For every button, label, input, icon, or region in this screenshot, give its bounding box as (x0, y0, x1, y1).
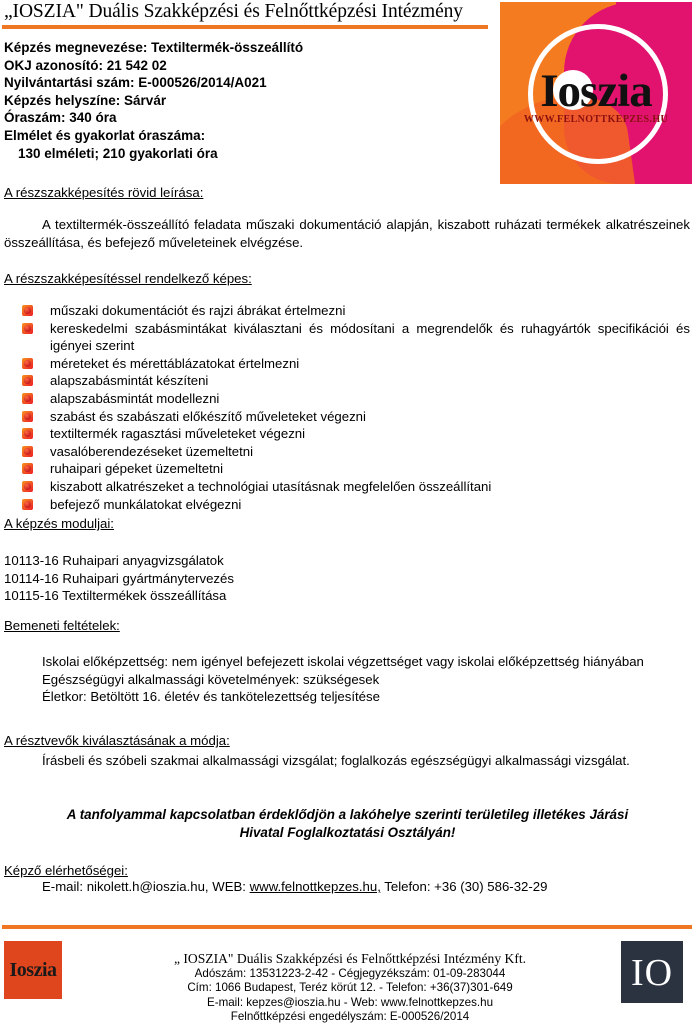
phone-value: +36 (30) 586-32-29 (434, 879, 548, 894)
list-item-label: ruhaipari gépeket üzemeltetni (50, 461, 224, 477)
list-item (22, 408, 690, 426)
list-item (22, 478, 690, 496)
entry-age: Életkor: Betöltött 16. életév és tankötelezettség teljesítése (42, 689, 380, 705)
email-value: nikolett.h@ioszia.hu, (86, 879, 209, 894)
list-item: 10114-16 Ruhaipari gyártmánytervezés (4, 570, 234, 586)
bullet-icon (22, 411, 33, 422)
course-info-block (4, 39, 474, 162)
logo-wordmark-i: I (540, 65, 558, 117)
bullet-icon (22, 499, 33, 510)
footer-logo-i: I (9, 959, 17, 981)
list-item (22, 443, 690, 461)
list-item-label: kiszabott alkatrészeket a technológiai utasításnak megfelelően összeállítani (50, 478, 492, 494)
footer-logo-o: o (16, 959, 27, 981)
footer-ioszia-logo (4, 941, 62, 999)
footer-io-text: IO (630, 952, 674, 994)
web-label: WEB: (212, 879, 246, 894)
logo-wordmark-szia: szia (580, 65, 652, 117)
course-theory-practice-label: Elmélet és gyakorlat óraszáma: (4, 127, 206, 143)
header-divider (2, 25, 488, 29)
bullet-icon (22, 446, 33, 457)
callout-line-1: A tanfolyammal kapcsolatban érdeklődjön a lakóhelye szerinti területileg illetékes Járási (66, 807, 629, 822)
footer-logo-wordmark (4, 959, 62, 982)
modules-heading: A képzés moduljai: (4, 516, 114, 531)
bullet-icon (22, 428, 33, 439)
footer-io-logo (621, 941, 683, 1003)
list-item: 10113-16 Ruhaipari anyagvizsgálatok (4, 553, 224, 568)
web-link[interactable]: www.felnottkepzes.hu, (249, 879, 381, 894)
list-item-label: textiltermék ragasztási műveleteket végezni (50, 426, 306, 442)
list-item-label: kereskedelmi szabásmintákat kiválasztani és módosítani a megrendelők és ruhagyártók specifikációi és igényei szerint (50, 320, 690, 354)
competences-heading: A részszakképesítéssel rendelkező képes: (4, 271, 252, 286)
bullet-icon (22, 358, 33, 369)
selection-heading: A résztvevők kiválasztásának a módja: (4, 733, 230, 748)
competences-list (22, 302, 690, 513)
page-title: „IOSZIA" Duális Szakképzési és Felnőttképzési Intézmény (4, 1, 463, 22)
phone-label: Telefon: (384, 879, 431, 894)
description-text (4, 216, 690, 251)
course-registry-line: Nyilvántartási szám: E-000526/2014/A021 (4, 75, 267, 91)
footer-licence-line: Felnőttképzési engedélyszám: E-000526/2014 (230, 1010, 470, 1024)
contact-line (42, 879, 547, 894)
list-item (22, 355, 690, 373)
list-item (22, 460, 690, 478)
course-location-line: Képzés helyszíne: Sárvár (4, 92, 167, 108)
list-item (22, 372, 690, 390)
list-item: 10115-16 Textiltermékek összeállítása (4, 588, 227, 604)
entry-conditions-heading: Bemeneti feltételek: (4, 618, 120, 633)
list-item-label: szabást és szabászati előkészítő műveleteket végezni (50, 408, 366, 424)
list-item-label: alapszabásmintát modellezni (50, 390, 220, 406)
footer-divider (2, 925, 692, 929)
list-item (22, 390, 690, 408)
footer-contact-line: E-mail: kepzes@ioszia.hu - Web: www.felnottkepzes.hu (206, 995, 494, 1009)
list-item (22, 496, 690, 514)
course-hours-line: Óraszám: 340 óra (4, 110, 117, 126)
list-item (22, 320, 690, 355)
logo-url-text: WWW.FELNOTTKEPZES.HU (523, 114, 669, 125)
entry-health: Egészségügyi alkalmassági követelmények: szükségesek (42, 671, 380, 687)
bullet-icon (22, 375, 33, 386)
footer-tax-line: Adószám: 13531223-2-42 - Cégjegyzékszám: 01-09-283044 (194, 967, 506, 980)
bullet-icon (22, 463, 33, 474)
course-theory-practice-value: 130 elméleti; 210 gyakorlati óra (18, 145, 218, 161)
footer-logo-szia: szia (26, 959, 57, 981)
bullet-icon (22, 393, 33, 404)
callout-notice (20, 806, 675, 842)
course-name-line: Képzés megnevezése: Textiltermék-összeállító (4, 40, 304, 55)
footer-company-details (100, 950, 600, 1025)
email-label: E-mail: (42, 879, 84, 894)
modules-list (4, 552, 234, 605)
callout-line-2: Hivatal Foglalkoztatási Osztályán! (239, 825, 456, 840)
logo-wordmark-o: o (557, 65, 581, 117)
list-item-label: befejező munkálatokat elvégezni (50, 496, 242, 512)
contact-heading: Képző elérhetőségei: (4, 863, 128, 878)
footer-address-line: Cím: 1066 Budapest, Teréz körút 12. - Telefon: +36(37)301-649 (187, 981, 513, 995)
bullet-icon (22, 305, 33, 316)
ioszia-logo (500, 2, 692, 184)
list-item-label: alapszabásmintát készíteni (50, 373, 209, 389)
entry-education: Iskolai előképzettség: nem igényel befejezett iskolai végzettséget vagy iskolai előképzettség hiányában (42, 654, 644, 669)
entry-conditions-list (42, 653, 692, 706)
description-body: A textiltermék-összeállító feladata műszaki dokumentáció alapján, kiszabott ruházati termékek alkatrészeinek összeállítása, és befejező műveleteinek elvégzése. (4, 217, 690, 250)
bullet-icon (22, 481, 33, 492)
list-item (22, 425, 690, 443)
list-item-label: vasalóberendezéseket üzemeltetni (50, 443, 254, 459)
footer-company-name: „ IOSZIA" Duális Szakképzési és Felnőttképzési Intézmény Kft. (173, 951, 527, 966)
bullet-icon (22, 323, 33, 334)
description-heading: A részszakképesítés rövid leírása: (4, 185, 204, 200)
selection-text (4, 752, 690, 770)
list-item (22, 302, 690, 320)
list-item-label: méreteket és mérettáblázatokat értelmezni (50, 355, 300, 371)
list-item-label: műszaki dokumentációt és rajzi ábrákat értelmezni (50, 303, 346, 318)
logo-wordmark (500, 65, 692, 117)
course-okj-line: OKJ azonosító: 21 542 02 (4, 57, 167, 73)
selection-body: Írásbeli és szóbeli szakmai alkalmassági vizsgálat; foglalkozás egészségügyi alkalmassági vizsgálat. (42, 753, 630, 768)
